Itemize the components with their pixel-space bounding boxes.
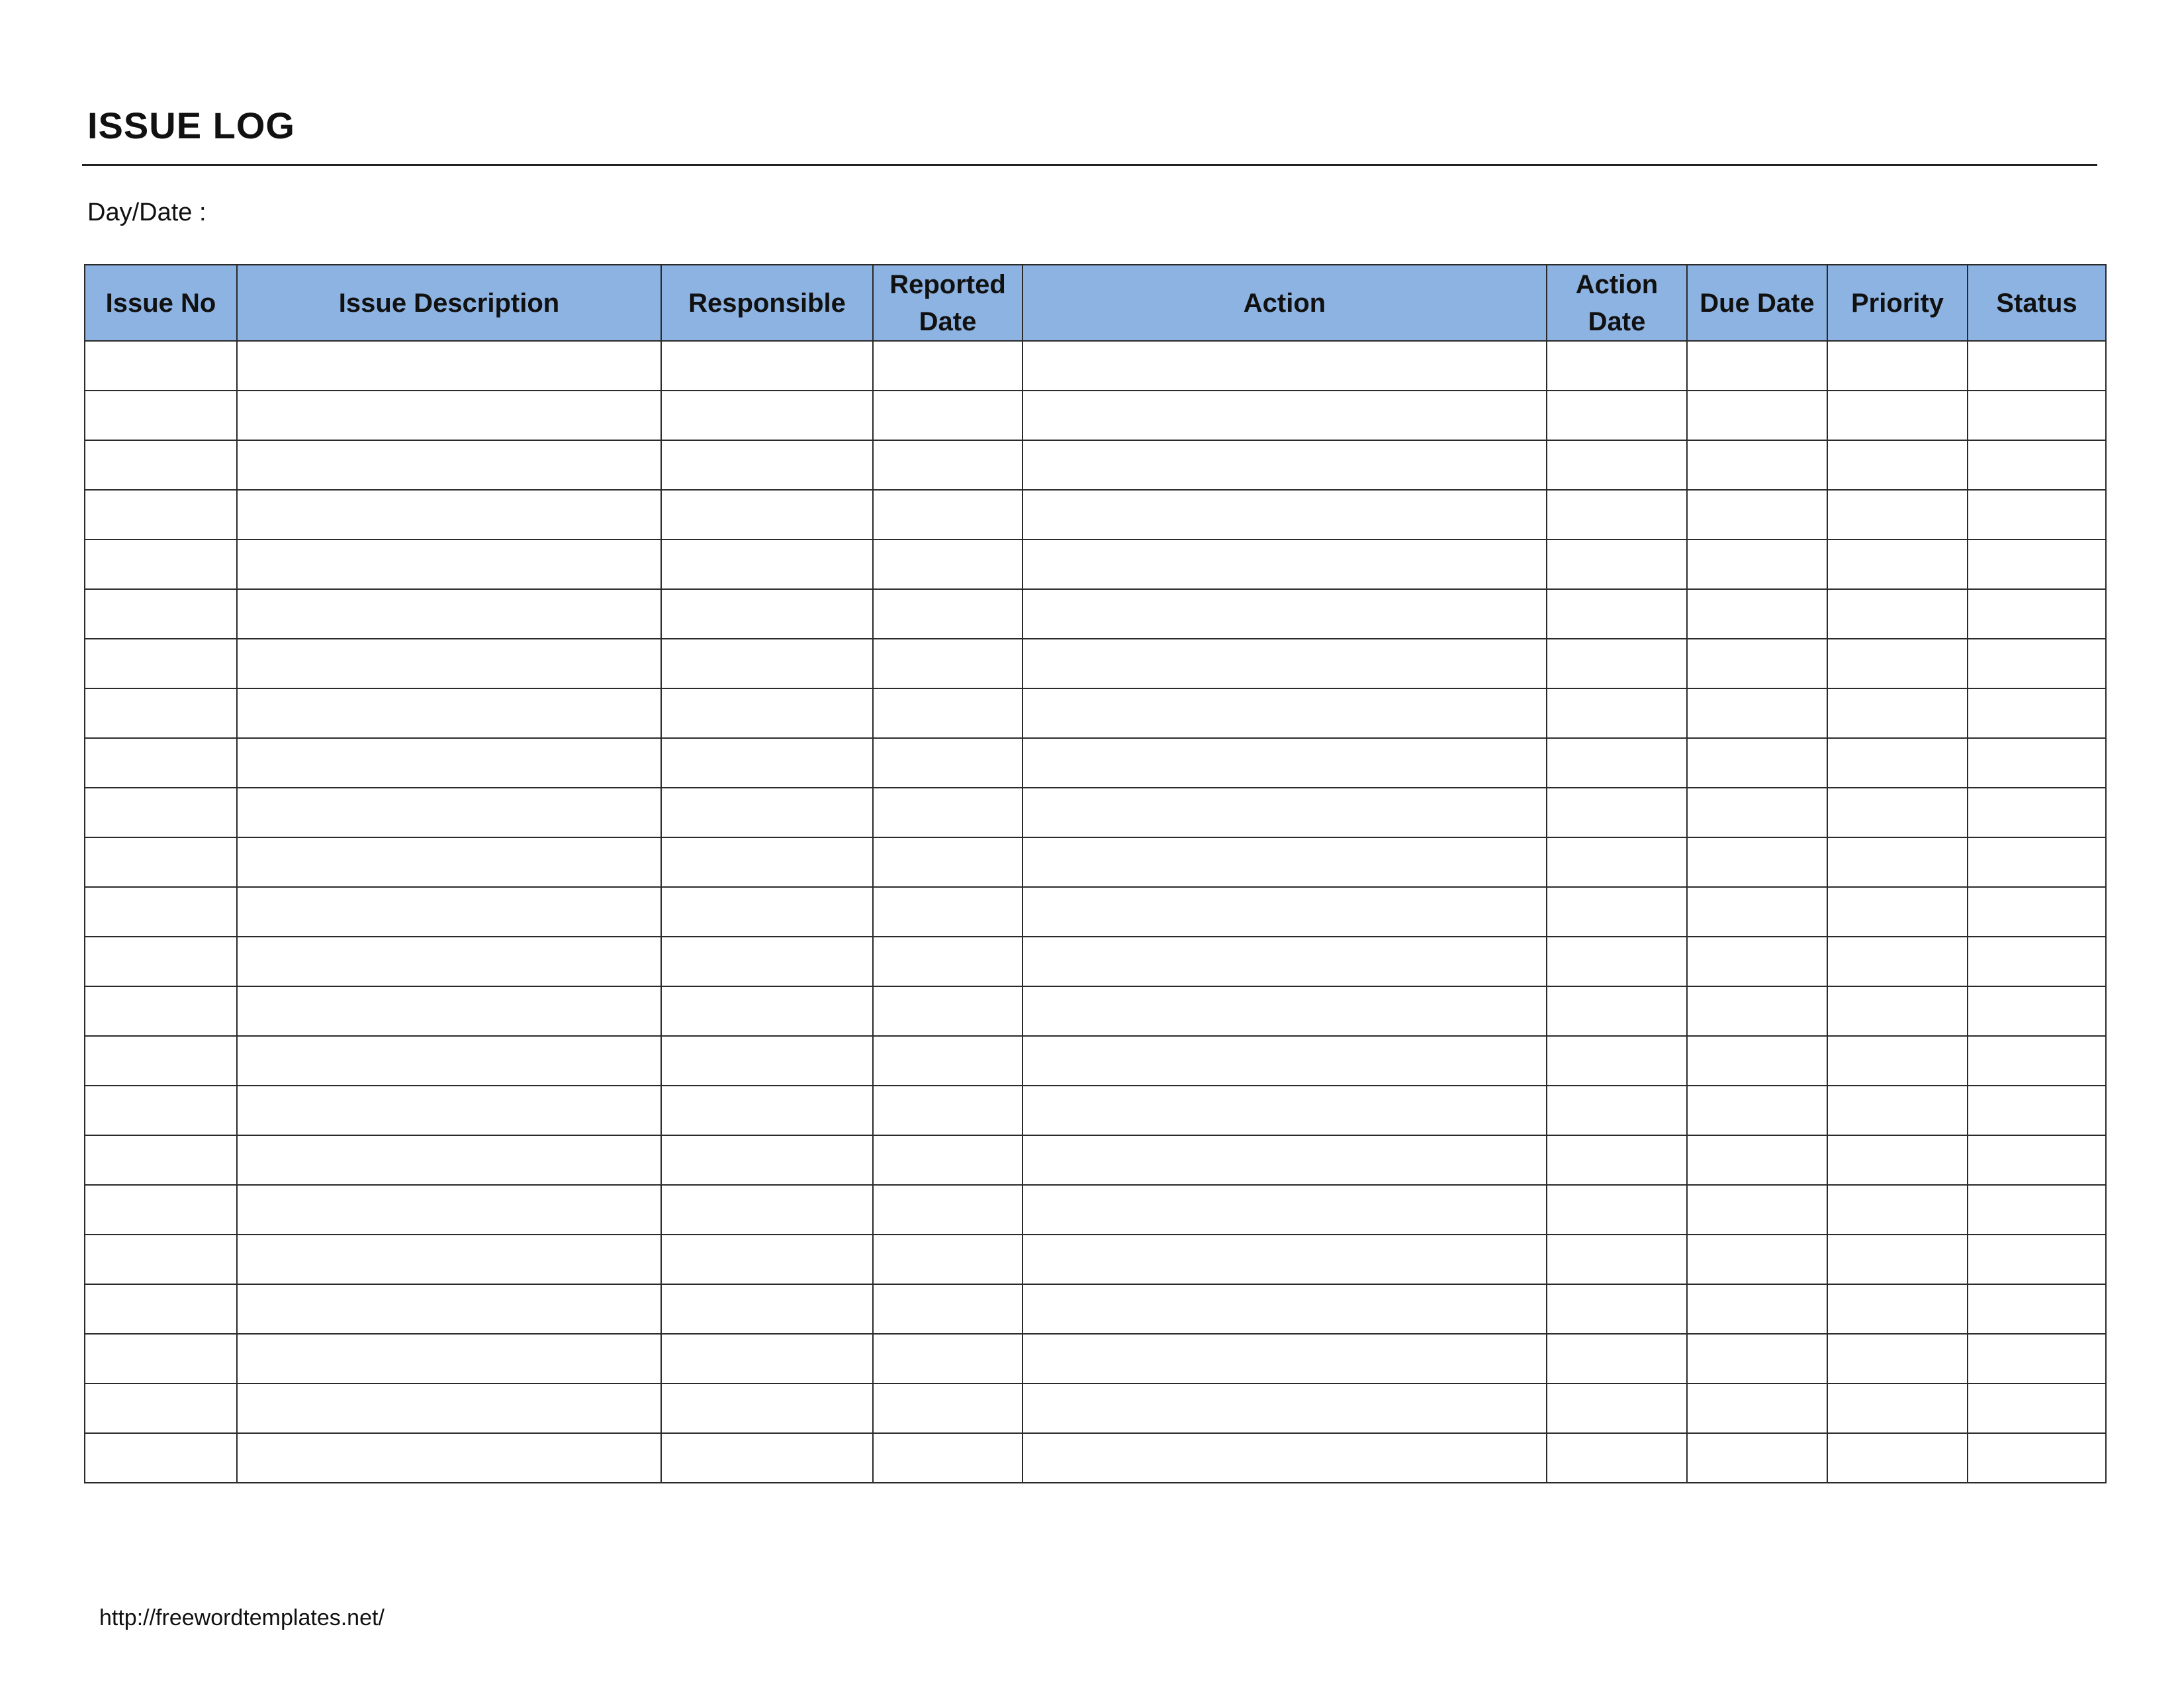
table-cell-priority[interactable] (1827, 1185, 1968, 1235)
table-cell-issue-no[interactable] (85, 1135, 237, 1185)
table-cell-responsible[interactable] (661, 589, 873, 639)
table-cell-action-date[interactable] (1547, 440, 1687, 490)
table-cell-action[interactable] (1023, 490, 1547, 539)
table-cell-action-date[interactable] (1547, 1334, 1687, 1383)
table-cell-issue-no[interactable] (85, 440, 237, 490)
table-cell-issue-description[interactable] (237, 738, 661, 788)
table-cell-responsible[interactable] (661, 341, 873, 391)
table-cell-issue-description[interactable] (237, 837, 661, 887)
table-cell-action-date[interactable] (1547, 1185, 1687, 1235)
table-cell-priority[interactable] (1827, 937, 1968, 986)
table-cell-reported-date[interactable] (873, 391, 1023, 440)
table-cell-status[interactable] (1968, 440, 2106, 490)
table-cell-action-date[interactable] (1547, 688, 1687, 738)
table-row (85, 490, 2106, 539)
table-cell-issue-no[interactable] (85, 1185, 237, 1235)
table-cell-reported-date[interactable] (873, 639, 1023, 688)
table-cell-issue-no[interactable] (85, 788, 237, 837)
table-cell-issue-no[interactable] (85, 1086, 237, 1135)
table-cell-priority[interactable] (1827, 688, 1968, 738)
table-cell-reported-date[interactable] (873, 1433, 1023, 1483)
table-cell-action-date[interactable] (1547, 1135, 1687, 1185)
table-cell-status[interactable] (1968, 1135, 2106, 1185)
column-header-action: Action (1023, 265, 1547, 341)
table-cell-action[interactable] (1023, 738, 1547, 788)
table-cell-action[interactable] (1023, 837, 1547, 887)
table-cell-due-date[interactable] (1687, 589, 1827, 639)
table-cell-issue-description[interactable] (237, 589, 661, 639)
table-cell-status[interactable] (1968, 688, 2106, 738)
table-cell-priority[interactable] (1827, 1433, 1968, 1483)
table-cell-issue-no[interactable] (85, 1284, 237, 1334)
table-cell-issue-no[interactable] (85, 986, 237, 1036)
table-cell-due-date[interactable] (1687, 391, 1827, 440)
table-cell-issue-description[interactable] (237, 440, 661, 490)
table-cell-reported-date[interactable] (873, 887, 1023, 937)
table-cell-issue-description[interactable] (237, 539, 661, 589)
table-cell-responsible[interactable] (661, 1036, 873, 1086)
table-cell-reported-date[interactable] (873, 1135, 1023, 1185)
table-cell-action-date[interactable] (1547, 589, 1687, 639)
table-cell-action-date[interactable] (1547, 837, 1687, 887)
table-cell-action[interactable] (1023, 688, 1547, 738)
table-cell-due-date[interactable] (1687, 440, 1827, 490)
column-header-status: Status (1968, 265, 2106, 341)
table-cell-issue-description[interactable] (237, 986, 661, 1036)
table-cell-issue-no[interactable] (85, 1235, 237, 1284)
table-cell-due-date[interactable] (1687, 1135, 1827, 1185)
table-cell-action[interactable] (1023, 639, 1547, 688)
table-cell-status[interactable] (1968, 589, 2106, 639)
table-row (85, 1086, 2106, 1135)
table-cell-responsible[interactable] (661, 738, 873, 788)
table-cell-priority[interactable] (1827, 589, 1968, 639)
footer-url: http://freewordtemplates.net/ (99, 1605, 385, 1630)
table-cell-status[interactable] (1968, 1086, 2106, 1135)
table-cell-status[interactable] (1968, 788, 2106, 837)
table-cell-priority[interactable] (1827, 788, 1968, 837)
table-row (85, 1185, 2106, 1235)
table-cell-status[interactable] (1968, 1284, 2106, 1334)
table-cell-reported-date[interactable] (873, 490, 1023, 539)
table-cell-reported-date[interactable] (873, 986, 1023, 1036)
table-cell-status[interactable] (1968, 887, 2106, 937)
table-cell-action[interactable] (1023, 1433, 1547, 1483)
table-cell-issue-no[interactable] (85, 688, 237, 738)
table-cell-issue-description[interactable] (237, 341, 661, 391)
table-cell-reported-date[interactable] (873, 788, 1023, 837)
table-cell-issue-no[interactable] (85, 639, 237, 688)
table-body (85, 341, 2106, 1483)
page-title: ISSUE LOG (87, 105, 295, 146)
table-cell-status[interactable] (1968, 490, 2106, 539)
table-cell-due-date[interactable] (1687, 986, 1827, 1036)
table-cell-action-date[interactable] (1547, 639, 1687, 688)
table-cell-issue-no[interactable] (85, 1334, 237, 1383)
table-cell-action[interactable] (1023, 887, 1547, 937)
table-cell-priority[interactable] (1827, 1135, 1968, 1185)
table-cell-action[interactable] (1023, 1185, 1547, 1235)
table-cell-due-date[interactable] (1687, 837, 1827, 887)
table-cell-reported-date[interactable] (873, 738, 1023, 788)
table-row (85, 589, 2106, 639)
table-cell-due-date[interactable] (1687, 1334, 1827, 1383)
table-cell-issue-description[interactable] (237, 688, 661, 738)
table-cell-responsible[interactable] (661, 1284, 873, 1334)
table-cell-action[interactable] (1023, 440, 1547, 490)
table-cell-priority[interactable] (1827, 391, 1968, 440)
table-cell-reported-date[interactable] (873, 1284, 1023, 1334)
table-cell-priority[interactable] (1827, 1235, 1968, 1284)
table-cell-responsible[interactable] (661, 639, 873, 688)
table-cell-status[interactable] (1968, 341, 2106, 391)
table-cell-reported-date[interactable] (873, 688, 1023, 738)
table-cell-status[interactable] (1968, 1036, 2106, 1086)
table-cell-priority[interactable] (1827, 440, 1968, 490)
table-cell-reported-date[interactable] (873, 837, 1023, 887)
table-cell-issue-no[interactable] (85, 738, 237, 788)
table-cell-responsible[interactable] (661, 1433, 873, 1483)
table-cell-issue-no[interactable] (85, 1383, 237, 1433)
table-cell-action[interactable] (1023, 391, 1547, 440)
table-cell-status[interactable] (1968, 1433, 2106, 1483)
table-row (85, 1284, 2106, 1334)
table-cell-action[interactable] (1023, 1383, 1547, 1433)
day-date-label: Day/Date : (87, 199, 206, 226)
table-cell-action-date[interactable] (1547, 391, 1687, 440)
table-cell-issue-description[interactable] (237, 1235, 661, 1284)
table-cell-action-date[interactable] (1547, 1086, 1687, 1135)
column-header-action-date: Action Date (1547, 265, 1687, 341)
table-cell-status[interactable] (1968, 986, 2106, 1036)
table-header-row (85, 265, 2106, 341)
table-cell-priority[interactable] (1827, 1383, 1968, 1433)
table-cell-due-date[interactable] (1687, 738, 1827, 788)
table-cell-status[interactable] (1968, 639, 2106, 688)
table-row (85, 440, 2106, 490)
table-row (85, 1036, 2106, 1086)
table-cell-action[interactable] (1023, 1284, 1547, 1334)
table-cell-reported-date[interactable] (873, 589, 1023, 639)
table-cell-priority[interactable] (1827, 341, 1968, 391)
table-cell-status[interactable] (1968, 1235, 2106, 1284)
table-row (85, 1334, 2106, 1383)
table-cell-status[interactable] (1968, 937, 2106, 986)
table-cell-reported-date[interactable] (873, 1036, 1023, 1086)
table-cell-issue-no[interactable] (85, 539, 237, 589)
table-cell-due-date[interactable] (1687, 1433, 1827, 1483)
table-row (85, 1433, 2106, 1483)
table-cell-reported-date[interactable] (873, 1235, 1023, 1284)
table-cell-due-date[interactable] (1687, 1086, 1827, 1135)
table-cell-action[interactable] (1023, 589, 1547, 639)
table-cell-status[interactable] (1968, 1383, 2106, 1433)
table-cell-action-date[interactable] (1547, 539, 1687, 589)
table-cell-status[interactable] (1968, 391, 2106, 440)
table-cell-responsible[interactable] (661, 539, 873, 589)
table-cell-action-date[interactable] (1547, 1433, 1687, 1483)
column-header-issue-description: Issue Description (237, 265, 661, 341)
table-cell-action[interactable] (1023, 341, 1547, 391)
table-cell-reported-date[interactable] (873, 440, 1023, 490)
table-cell-status[interactable] (1968, 1334, 2106, 1383)
column-header-reported-date: Reported Date (873, 265, 1023, 341)
table-cell-priority[interactable] (1827, 1284, 1968, 1334)
table-cell-due-date[interactable] (1687, 887, 1827, 937)
table-row (85, 391, 2106, 440)
table-cell-due-date[interactable] (1687, 539, 1827, 589)
table-row (85, 1235, 2106, 1284)
table-cell-status[interactable] (1968, 837, 2106, 887)
table-cell-action[interactable] (1023, 1036, 1547, 1086)
table-cell-action-date[interactable] (1547, 1284, 1687, 1334)
table-cell-issue-description[interactable] (237, 788, 661, 837)
table-cell-issue-no[interactable] (85, 490, 237, 539)
table-cell-responsible[interactable] (661, 887, 873, 937)
table-cell-issue-no[interactable] (85, 837, 237, 887)
table-cell-reported-date[interactable] (873, 1334, 1023, 1383)
table-cell-due-date[interactable] (1687, 937, 1827, 986)
table-row (85, 887, 2106, 937)
table-cell-reported-date[interactable] (873, 539, 1023, 589)
table-cell-reported-date[interactable] (873, 1383, 1023, 1433)
table-cell-responsible[interactable] (661, 440, 873, 490)
table-cell-priority[interactable] (1827, 490, 1968, 539)
table-row (85, 837, 2106, 887)
table-cell-issue-description[interactable] (237, 937, 661, 986)
table-cell-issue-no[interactable] (85, 1433, 237, 1483)
table-cell-status[interactable] (1968, 539, 2106, 589)
table-row (85, 1135, 2106, 1185)
table-cell-due-date[interactable] (1687, 1383, 1827, 1433)
table-row (85, 1383, 2106, 1433)
table-cell-action-date[interactable] (1547, 1036, 1687, 1086)
table-cell-due-date[interactable] (1687, 639, 1827, 688)
table-cell-action-date[interactable] (1547, 1235, 1687, 1284)
table-cell-action[interactable] (1023, 1235, 1547, 1284)
table-cell-issue-no[interactable] (85, 391, 237, 440)
table-cell-issue-description[interactable] (237, 1284, 661, 1334)
table-cell-issue-no[interactable] (85, 887, 237, 937)
table-cell-responsible[interactable] (661, 788, 873, 837)
table-cell-due-date[interactable] (1687, 788, 1827, 837)
table-cell-responsible[interactable] (661, 688, 873, 738)
table-cell-responsible[interactable] (661, 1135, 873, 1185)
table-cell-action[interactable] (1023, 937, 1547, 986)
table-cell-issue-description[interactable] (237, 1185, 661, 1235)
table-cell-action-date[interactable] (1547, 341, 1687, 391)
table-cell-issue-description[interactable] (237, 490, 661, 539)
table-cell-action-date[interactable] (1547, 1383, 1687, 1433)
table-row (85, 986, 2106, 1036)
table-cell-issue-description[interactable] (237, 1086, 661, 1135)
table-cell-priority[interactable] (1827, 738, 1968, 788)
table-row (85, 738, 2106, 788)
table-cell-action-date[interactable] (1547, 788, 1687, 837)
table-cell-action-date[interactable] (1547, 738, 1687, 788)
table-cell-action-date[interactable] (1547, 986, 1687, 1036)
table-cell-responsible[interactable] (661, 490, 873, 539)
table-cell-action[interactable] (1023, 1334, 1547, 1383)
column-header-due-date: Due Date (1687, 265, 1827, 341)
table-cell-issue-description[interactable] (237, 639, 661, 688)
table-cell-issue-description[interactable] (237, 1383, 661, 1433)
table-cell-reported-date[interactable] (873, 1086, 1023, 1135)
table-cell-issue-description[interactable] (237, 391, 661, 440)
table-cell-priority[interactable] (1827, 1036, 1968, 1086)
table-cell-due-date[interactable] (1687, 1284, 1827, 1334)
table-cell-action[interactable] (1023, 788, 1547, 837)
table-row (85, 937, 2106, 986)
issue-log-table (84, 264, 2107, 1483)
column-header-responsible: Responsible (661, 265, 873, 341)
table-cell-status[interactable] (1968, 738, 2106, 788)
table-cell-action[interactable] (1023, 1086, 1547, 1135)
table-cell-reported-date[interactable] (873, 937, 1023, 986)
table-cell-issue-description[interactable] (237, 1334, 661, 1383)
column-header-issue-no: Issue No (85, 265, 237, 341)
table-cell-priority[interactable] (1827, 986, 1968, 1036)
table-cell-due-date[interactable] (1687, 1036, 1827, 1086)
table-cell-reported-date[interactable] (873, 1185, 1023, 1235)
table-cell-responsible[interactable] (661, 1086, 873, 1135)
table-cell-priority[interactable] (1827, 1086, 1968, 1135)
table-cell-action-date[interactable] (1547, 887, 1687, 937)
table-row (85, 639, 2106, 688)
table-cell-reported-date[interactable] (873, 341, 1023, 391)
table-cell-responsible[interactable] (661, 1235, 873, 1284)
table-row (85, 341, 2106, 391)
table-cell-responsible[interactable] (661, 837, 873, 887)
table-cell-responsible[interactable] (661, 1334, 873, 1383)
table-cell-action-date[interactable] (1547, 937, 1687, 986)
table-cell-status[interactable] (1968, 1185, 2106, 1235)
table-cell-priority[interactable] (1827, 539, 1968, 589)
table-cell-due-date[interactable] (1687, 490, 1827, 539)
table-cell-action[interactable] (1023, 539, 1547, 589)
table-cell-priority[interactable] (1827, 1334, 1968, 1383)
table-cell-due-date[interactable] (1687, 1185, 1827, 1235)
table-cell-action[interactable] (1023, 1135, 1547, 1185)
table-row (85, 539, 2106, 589)
table-cell-responsible[interactable] (661, 1383, 873, 1433)
table-cell-responsible[interactable] (661, 937, 873, 986)
table-cell-issue-no[interactable] (85, 589, 237, 639)
table-cell-due-date[interactable] (1687, 688, 1827, 738)
table-cell-responsible[interactable] (661, 1185, 873, 1235)
table-cell-due-date[interactable] (1687, 1235, 1827, 1284)
table-cell-issue-no[interactable] (85, 341, 237, 391)
table-cell-issue-description[interactable] (237, 1135, 661, 1185)
table-cell-priority[interactable] (1827, 887, 1968, 937)
table-cell-priority[interactable] (1827, 837, 1968, 887)
column-header-priority: Priority (1827, 265, 1968, 341)
table-cell-priority[interactable] (1827, 639, 1968, 688)
table-row (85, 688, 2106, 738)
table-cell-responsible[interactable] (661, 986, 873, 1036)
table-cell-issue-description[interactable] (237, 1036, 661, 1086)
table-cell-issue-description[interactable] (237, 1433, 661, 1483)
table-cell-due-date[interactable] (1687, 341, 1827, 391)
table-cell-action[interactable] (1023, 986, 1547, 1036)
table-row (85, 788, 2106, 837)
table-cell-issue-no[interactable] (85, 1036, 237, 1086)
table-cell-issue-no[interactable] (85, 937, 237, 986)
table-cell-action-date[interactable] (1547, 490, 1687, 539)
title-divider (82, 164, 2097, 166)
table-cell-responsible[interactable] (661, 391, 873, 440)
table-cell-issue-description[interactable] (237, 887, 661, 937)
